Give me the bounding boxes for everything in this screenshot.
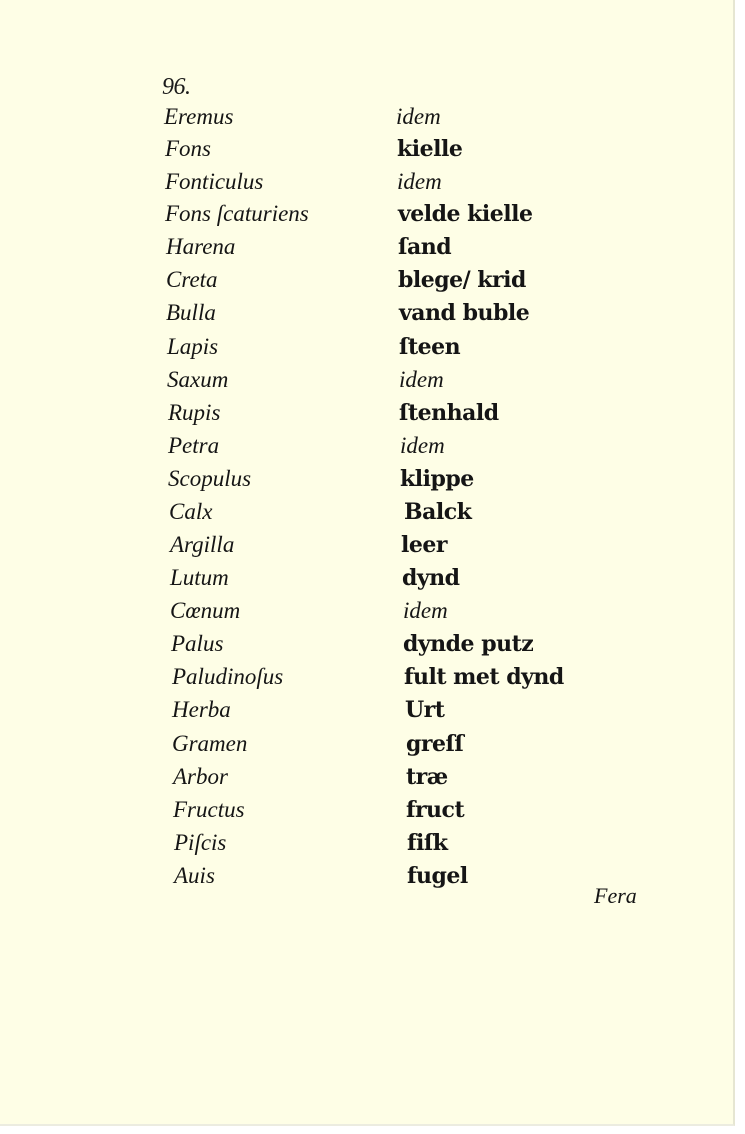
latin-term: Fons (165, 136, 211, 161)
glossary-row (0, 104, 733, 136)
glossary-row (0, 466, 733, 498)
glossary-row (0, 169, 733, 201)
latin-term: Calx (169, 499, 213, 524)
latin-term: Argilla (170, 532, 235, 557)
vernacular-term: idem (400, 433, 445, 458)
vernacular-term: velde kielle (398, 201, 533, 227)
latin-term: Eremus (164, 104, 234, 129)
vernacular-term: dynd (402, 565, 460, 591)
vernacular-term: ſtenhald (399, 400, 499, 426)
latin-term: Cœnum (170, 598, 241, 623)
vernacular-term: idem (403, 598, 448, 623)
latin-term: Piſcis (174, 830, 227, 855)
latin-term: Fons ſcaturiens (165, 201, 309, 226)
latin-term: Arbor (173, 764, 228, 789)
latin-term: Lutum (170, 565, 229, 590)
vernacular-term: ſand (398, 234, 452, 260)
glossary-row (0, 797, 733, 829)
glossary-row (0, 697, 733, 729)
catchword: Fera (594, 883, 637, 908)
latin-term: Palus (171, 631, 224, 656)
glossary-row (0, 334, 733, 366)
vernacular-term: fruct (406, 797, 465, 823)
vernacular-term: ſteen (399, 334, 461, 360)
latin-term: Fructus (173, 797, 245, 822)
vernacular-term: dynde putz (403, 631, 534, 657)
vernacular-term: blege/ krid (398, 267, 526, 293)
glossary-row (0, 433, 733, 465)
glossary-row (0, 731, 733, 763)
glossary-row (0, 499, 733, 531)
latin-term: Creta (166, 267, 218, 292)
glossary-row (0, 201, 733, 233)
vernacular-term: fugel (407, 863, 468, 889)
vernacular-term: fiſk (407, 830, 448, 856)
latin-term: Bulla (166, 300, 216, 325)
page-number: 96. (162, 74, 191, 100)
latin-term: Rupis (168, 400, 221, 425)
glossary-row (0, 136, 733, 168)
glossary-row (0, 234, 733, 266)
vernacular-term: træ (406, 764, 448, 790)
vernacular-term: fult met dynd (404, 664, 564, 690)
glossary-row (0, 764, 733, 796)
glossary-row (0, 664, 733, 696)
latin-term: Gramen (172, 731, 248, 756)
latin-term: Paludinoſus (172, 664, 284, 689)
glossary-row (0, 367, 733, 399)
latin-term: Herba (172, 697, 231, 722)
glossary-row (0, 267, 733, 299)
glossary-row (0, 598, 733, 630)
vernacular-term: kielle (397, 136, 463, 162)
glossary-row (0, 400, 733, 432)
glossary-row (0, 631, 733, 663)
latin-term: Fonticulus (165, 169, 264, 194)
vernacular-term: vand buble (399, 300, 530, 326)
vernacular-term: leer (401, 532, 447, 558)
vernacular-term: idem (399, 367, 444, 392)
vernacular-term: Urt (405, 697, 445, 723)
latin-term: Petra (168, 433, 220, 458)
vernacular-term: Balck (404, 499, 472, 525)
latin-term: Saxum (167, 367, 229, 392)
latin-term: Harena (166, 234, 236, 259)
latin-term: Lapis (167, 334, 219, 359)
latin-term: Scopulus (168, 466, 252, 491)
glossary-row (0, 830, 733, 862)
glossary-row (0, 532, 733, 564)
glossary-row (0, 565, 733, 597)
vernacular-term: idem (397, 169, 442, 194)
vernacular-term: greſſ (406, 731, 464, 757)
vernacular-term: klippe (400, 466, 474, 492)
latin-term: Auis (174, 863, 215, 888)
glossary-row (0, 300, 733, 332)
vernacular-term: idem (396, 104, 441, 129)
